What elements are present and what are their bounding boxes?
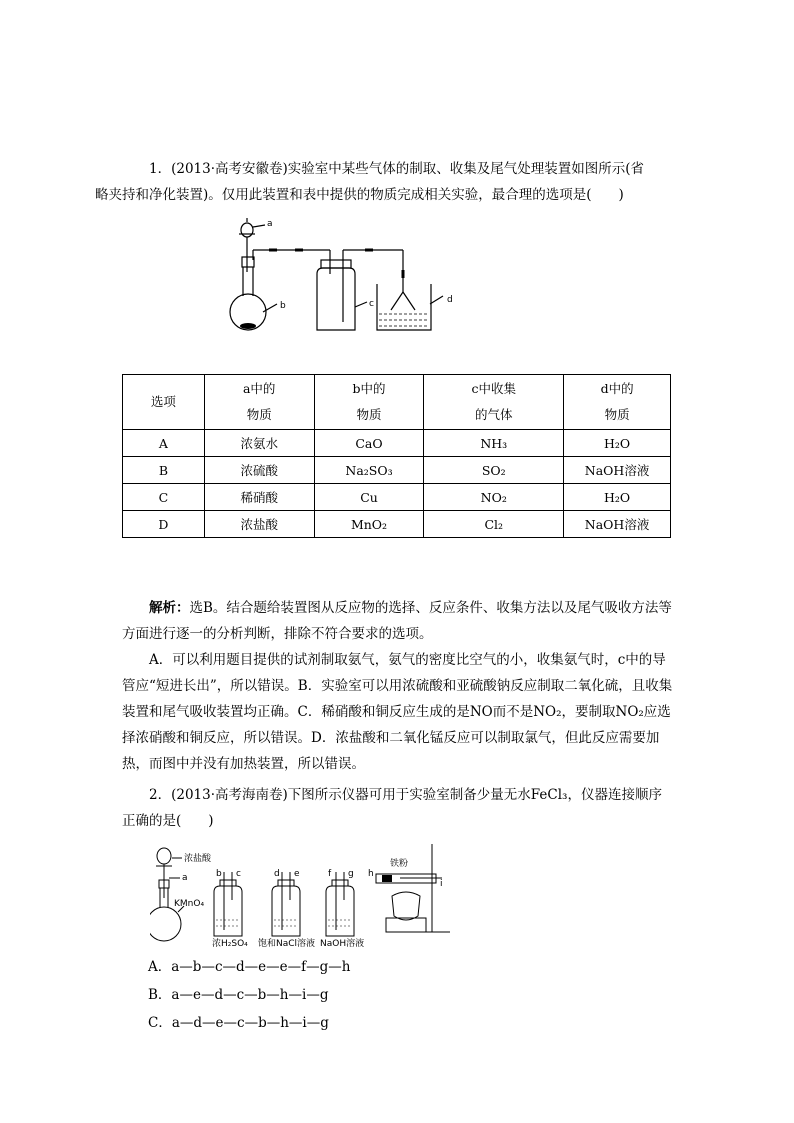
- table-cell: 浓氨水: [204, 430, 314, 457]
- label-naoh: NaOH溶液: [320, 939, 365, 949]
- table-cell: NaOH溶液: [564, 457, 671, 484]
- q2-stem: [122, 782, 674, 834]
- table-row: [123, 484, 671, 511]
- q1-stem: [95, 156, 674, 208]
- label-nacl: 饱和NaCl溶液: [258, 939, 316, 949]
- table-cell: B: [123, 457, 205, 484]
- table-header-row: [123, 375, 671, 430]
- q1-number: 1．: [149, 161, 172, 177]
- label-a: a: [182, 873, 188, 883]
- q2-option-c: C．a—d—e—c—b—h—i—g: [148, 1015, 329, 1031]
- label-e: e: [294, 869, 300, 879]
- table-header-cell: d中的 物质: [564, 375, 671, 430]
- table-cell: Cu: [314, 484, 424, 511]
- table-header-cell: 选项: [123, 375, 205, 430]
- label-iron: 铁粉: [390, 859, 409, 869]
- fig-label-d: d: [447, 295, 453, 305]
- table-cell: 浓硫酸: [204, 457, 314, 484]
- fig-label-b: b: [280, 301, 286, 311]
- table-header-cell: c中收集 的气体: [424, 375, 564, 430]
- table-row: [123, 430, 671, 457]
- fig-label-a: a: [267, 219, 273, 229]
- q2-option-a: A．a—b—c—d—e—e—f—g—h: [148, 959, 351, 975]
- label-g: g: [348, 869, 354, 879]
- table-header-cell: a中的 物质: [204, 375, 314, 430]
- q2-number: 2．: [149, 787, 172, 803]
- label-i: i: [440, 879, 443, 889]
- table-cell: 浓盐酸: [204, 511, 314, 538]
- label-b: b: [216, 869, 222, 879]
- table-cell: C: [123, 484, 205, 511]
- q2-option-b: B．a—e—d—c—b—h—i—g: [148, 987, 329, 1003]
- table-cell: D: [123, 511, 205, 538]
- analysis-paragraph-2: A．可以利用题目提供的试剂制取氨气，氨气的密度比空气的小，收集氨气时，c中的导管应“短进长出”，所以错误。B．实验室可以用浓硫酸和亚硫酸钠反应制取二氧化硫，且收集装置和尾气吸收装置均正确。C．稀硝酸和铜反应生成的是NO而不是NO₂，要制取NO₂应选择浓硝酸和铜反应，所以错误。D．浓盐酸和二氧化锰反应可以制取氯气，但此反应需要加热，而图中并没有加热装置，所以错误。: [122, 652, 673, 772]
- table-cell: Cl₂: [424, 511, 564, 538]
- label-f: f: [328, 869, 332, 879]
- q2-apparatus-figure: [150, 840, 470, 950]
- table-header-cell: b中的 物质: [314, 375, 424, 430]
- q1-options-table: [122, 374, 671, 538]
- label-d: d: [274, 869, 280, 879]
- table-row: [123, 457, 671, 484]
- table-cell: Na₂SO₃: [314, 457, 424, 484]
- table-cell: MnO₂: [314, 511, 424, 538]
- table-row: [123, 511, 671, 538]
- table-cell: NO₂: [424, 484, 564, 511]
- table-cell: SO₂: [424, 457, 564, 484]
- fig-label-c: c: [369, 299, 374, 309]
- table-cell: H₂O: [564, 484, 671, 511]
- table-cell: A: [123, 430, 205, 457]
- table-cell: 稀硝酸: [204, 484, 314, 511]
- label-hcl: 浓盐酸: [184, 854, 212, 864]
- q2-text: (2013·高考海南卷)下图所示仪器可用于实验室制备少量无水FeCl₃，仪器连接顺序正确的是( ): [122, 787, 662, 829]
- label-kmno4: KMnO₄: [174, 899, 205, 909]
- label-h: h: [368, 869, 374, 879]
- q1-line2: 略夹持和净化装置)。仅用此装置和表中提供的物质完成相关实验，最合理的选项是( ): [95, 187, 624, 203]
- analysis-head: 解析：: [149, 600, 190, 616]
- table-cell: NaOH溶液: [564, 511, 671, 538]
- q1-apparatus-figure: [225, 212, 465, 342]
- label-h2so4: 浓H₂SO₄: [212, 939, 248, 949]
- analysis-text: 选B。结合题给装置图从反应物的选择、反应条件、收集方法以及尾气吸收方法等方面进行逐一的分析判断，排除不符合要求的选项。: [122, 600, 672, 642]
- table-cell: H₂O: [564, 430, 671, 457]
- analysis-paragraph-1: [122, 595, 674, 647]
- q1-line1: (2013·高考安徽卷)实验室中某些气体的制取、收集及尾气处理装置如图所示(省: [171, 161, 645, 177]
- label-c: c: [236, 869, 241, 879]
- table-cell: CaO: [314, 430, 424, 457]
- table-cell: NH₃: [424, 430, 564, 457]
